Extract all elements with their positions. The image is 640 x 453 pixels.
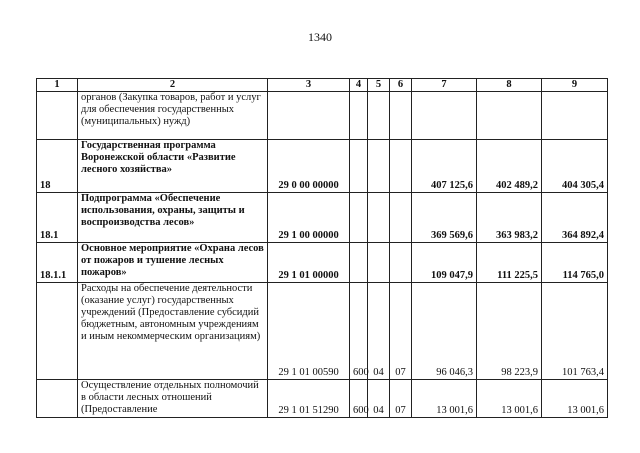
row-col5 — [368, 193, 390, 243]
header-cell: 1 — [37, 79, 78, 92]
row-value-8: 111 225,5 — [477, 243, 542, 283]
row-col4 — [350, 140, 368, 193]
row-name: Подпрограмма «Обеспечение использования, охраны, защиты и воспроизводства лесов» — [78, 193, 268, 243]
header-cell: 8 — [477, 79, 542, 92]
table-row — [37, 193, 608, 243]
row-value-7: 96 046,3 — [412, 283, 477, 380]
table-row — [37, 140, 608, 193]
row-value-8: 13 001,6 — [477, 380, 542, 418]
row-col5 — [368, 243, 390, 283]
header-cell: 9 — [542, 79, 608, 92]
row-number: 18.1 — [37, 193, 78, 243]
row-number: 18.1.1 — [37, 243, 78, 283]
row-col4: 600 — [350, 283, 368, 380]
row-col4: 600 — [350, 380, 368, 418]
row-value-9: 114 765,0 — [542, 243, 608, 283]
row-value-9: 101 763,4 — [542, 283, 608, 380]
row-col6 — [390, 92, 412, 140]
budget-table — [36, 78, 608, 418]
row-value-7: 13 001,6 — [412, 380, 477, 418]
row-value-9: 364 892,4 — [542, 193, 608, 243]
table-row — [37, 243, 608, 283]
row-code: 29 0 00 00000 — [268, 140, 350, 193]
header-cell: 7 — [412, 79, 477, 92]
row-number — [37, 380, 78, 418]
row-col5: 04 — [368, 380, 390, 418]
row-col5 — [368, 140, 390, 193]
row-value-7 — [412, 92, 477, 140]
row-value-9 — [542, 92, 608, 140]
page-number: 1340 — [308, 30, 332, 44]
row-value-8: 98 223,9 — [477, 283, 542, 380]
header-cell: 2 — [78, 79, 268, 92]
row-col6 — [390, 243, 412, 283]
row-code: 29 1 01 00000 — [268, 243, 350, 283]
row-code — [268, 92, 350, 140]
row-number — [37, 92, 78, 140]
row-number — [37, 283, 78, 380]
row-col5: 04 — [368, 283, 390, 380]
row-name: Государственная программа Воронежской области «Развитие лесного хозяйства» — [78, 140, 268, 193]
header-cell: 3 — [268, 79, 350, 92]
row-value-9: 13 001,6 — [542, 380, 608, 418]
row-name: органов (Закупка товаров, работ и услуг для обеспечения государственных (муниципальных) нужд) — [78, 92, 268, 140]
table-row — [37, 283, 608, 380]
row-value-8 — [477, 92, 542, 140]
row-col6: 07 — [390, 283, 412, 380]
row-value-7: 369 569,6 — [412, 193, 477, 243]
row-value-8: 402 489,2 — [477, 140, 542, 193]
row-name: Расходы на обеспечение деятельности (оказание услуг) государственных учреждений (Предоставление субсидий бюджетным, автономным учреждениям и иным некоммерческим организациям) — [78, 283, 268, 380]
row-col4 — [350, 243, 368, 283]
row-name: Осуществление отдельных полномочий в области лесных отношений (Предоставление — [78, 380, 268, 418]
header-row — [37, 79, 608, 92]
row-code: 29 1 01 51290 — [268, 380, 350, 418]
header-cell: 4 — [350, 79, 368, 92]
row-col5 — [368, 92, 390, 140]
row-code: 29 1 01 00590 — [268, 283, 350, 380]
row-value-9: 404 305,4 — [542, 140, 608, 193]
header-cell: 5 — [368, 79, 390, 92]
row-value-7: 407 125,6 — [412, 140, 477, 193]
row-col6 — [390, 140, 412, 193]
row-value-8: 363 983,2 — [477, 193, 542, 243]
row-number: 18 — [37, 140, 78, 193]
table-row — [37, 92, 608, 140]
row-value-7: 109 047,9 — [412, 243, 477, 283]
table-row — [37, 380, 608, 418]
row-col4 — [350, 92, 368, 140]
header-cell: 6 — [390, 79, 412, 92]
row-name: Основное мероприятие «Охрана лесов от пожаров и тушение лесных пожаров» — [78, 243, 268, 283]
row-col6: 07 — [390, 380, 412, 418]
row-col6 — [390, 193, 412, 243]
row-col4 — [350, 193, 368, 243]
row-code: 29 1 00 00000 — [268, 193, 350, 243]
